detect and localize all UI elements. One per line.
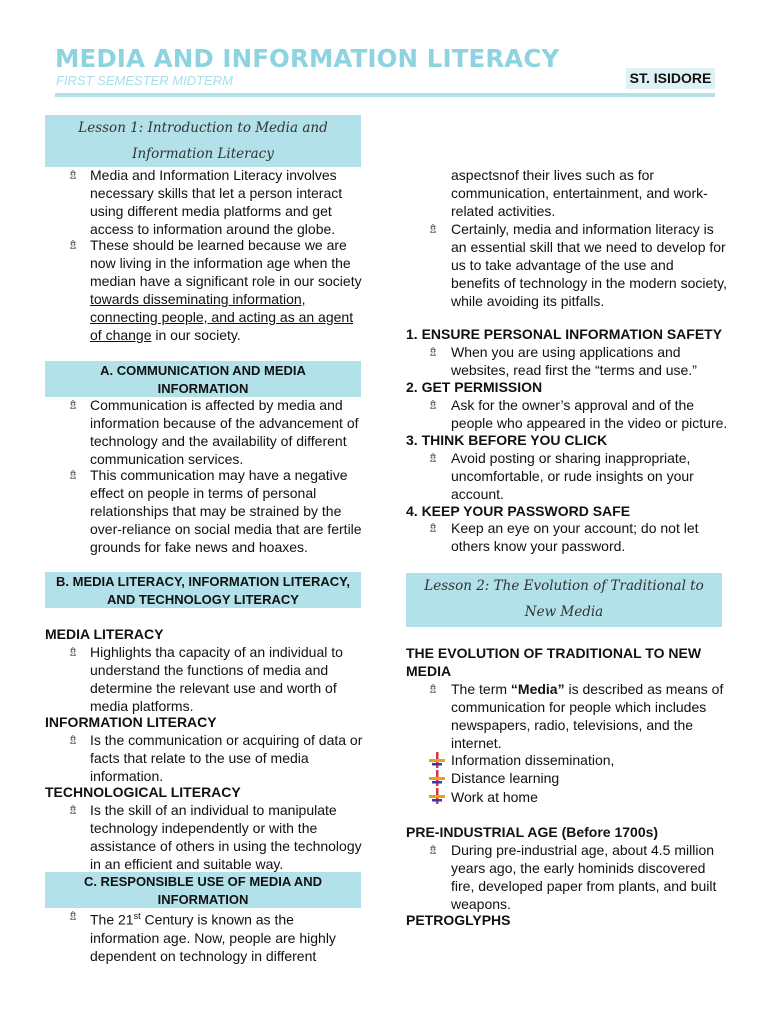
text-line: people who appeared in the video or picture. — [451, 415, 728, 431]
text-line: connecting people, and acting as an agent — [90, 309, 354, 325]
list-item — [451, 220, 736, 310]
text-line: The term “Media” is described as means of — [451, 681, 724, 697]
bullet-icon: ⇯ — [68, 238, 79, 252]
bullet-icon: ⇯ — [68, 909, 79, 923]
text-line: now living in the information age when the — [90, 255, 351, 271]
text-line: us to take advantage of the use and — [451, 257, 674, 273]
bullet-icon: ⇯ — [68, 645, 79, 659]
text-line: Media and Information Literacy involves — [90, 167, 337, 183]
list-item — [451, 396, 736, 432]
list-item — [90, 166, 365, 238]
heading-line: A. COMMUNICATION AND MEDIA — [100, 363, 306, 378]
text-line: benefits of technology in the modern society, — [451, 275, 728, 291]
text-line: Communication is affected by media and — [90, 397, 343, 413]
rule-2-heading: 2. GET PERMISSION — [406, 379, 543, 395]
lesson-1-heading — [45, 115, 361, 167]
school-label: ST. ISIDORE — [626, 68, 715, 89]
lesson-1-heading-line: Lesson 1: Introduction to Media and — [78, 120, 328, 136]
rule-3-heading: 3. THINK BEFORE YOU CLICK — [406, 432, 608, 448]
list-item — [451, 343, 736, 379]
text-line: understand the functions of media and — [90, 662, 329, 678]
petroglyphs-heading: PETROGLYPHS — [406, 912, 511, 928]
text-line: Is the skill of an individual to manipulate — [90, 802, 337, 818]
text-line: This communication may have a negative — [90, 467, 348, 483]
text-line: assistance of others in using the technology — [90, 838, 362, 854]
text-line: weapons. — [451, 896, 511, 912]
text-line: Ask for the owner’s approval and of the — [451, 397, 695, 413]
section-a-heading — [45, 361, 361, 397]
header-rule — [55, 93, 715, 97]
bullet-icon: ⇯ — [428, 843, 439, 857]
text-line: years ago, the early hominids discovered — [451, 860, 706, 876]
list-item: Information dissemination, — [451, 752, 615, 768]
text-line: uncomfortable, or rude insights on your — [451, 468, 694, 484]
heading-line: MEDIA — [406, 663, 452, 679]
text-line: technology independently or with the — [90, 820, 318, 836]
underlined-phrase: of change — [90, 327, 152, 343]
list-item — [90, 801, 365, 873]
list-item — [90, 236, 365, 344]
lesson-2-heading — [406, 573, 722, 627]
text-line: relationships that may be strained by the — [90, 503, 342, 519]
rule-4-heading: 4. KEEP YOUR PASSWORD SAFE — [406, 503, 631, 519]
text-line: Keep an eye on your account; do not let — [451, 520, 699, 536]
continued-text — [451, 166, 731, 220]
text-line: Is the communication or acquiring of data or — [90, 732, 363, 748]
bullet-icon: ⇯ — [68, 803, 79, 817]
evolution-heading — [406, 644, 701, 680]
list-item — [451, 841, 736, 913]
list-item — [90, 907, 365, 965]
bullet-icon: ⇯ — [68, 468, 79, 482]
pre-industrial-heading: PRE-INDUSTRIAL AGE (Before 1700s) — [406, 824, 659, 840]
bullet-icon: ⇯ — [428, 398, 439, 412]
text-line: while avoiding its pitfalls. — [451, 293, 605, 309]
bullet-icon: ⇯ — [68, 168, 79, 182]
text-line: access to information around the globe. — [90, 221, 336, 237]
text-line: using different media platforms and get — [90, 203, 332, 219]
bullet-icon: ⇯ — [428, 451, 439, 465]
list-item: Work at home — [451, 789, 538, 805]
text-line: dependent on technology in different — [90, 947, 317, 964]
text-line: information age. Now, people are highly — [90, 929, 336, 946]
bullet-icon: ⇯ — [428, 222, 439, 236]
cross-bullet-icon — [429, 788, 445, 804]
heading-line: B. MEDIA LITERACY, INFORMATION LITERACY, — [56, 574, 350, 589]
lesson-2-heading-line: Lesson 2: The Evolution of Traditional to — [424, 578, 704, 594]
text-line: These should be learned because we are — [90, 237, 347, 253]
text-line: effect on people in terms of personal — [90, 485, 317, 501]
document-title: MEDIA AND INFORMATION LITERACY — [55, 44, 560, 73]
technological-literacy-heading: TECHNOLOGICAL LITERACY — [45, 784, 241, 800]
information-literacy-heading: INFORMATION LITERACY — [45, 714, 217, 730]
list-item — [451, 680, 736, 752]
list-item — [90, 731, 365, 785]
text-line: an essential skill that we need to develop for — [451, 239, 726, 255]
media-literacy-heading: MEDIA LITERACY — [45, 626, 164, 642]
text-line: over-reliance on social media that are fertile — [90, 521, 362, 537]
text-line: communication for people which includes — [451, 699, 707, 715]
bullet-icon: ⇯ — [428, 682, 439, 696]
text-line: aspectsnof their lives such as for — [451, 167, 655, 183]
text-line: The 21st Century is known as the — [90, 911, 294, 928]
section-b-heading — [45, 572, 361, 608]
document-subtitle: FIRST SEMESTER MIDTERM — [56, 73, 233, 88]
heading-line: INFORMATION — [157, 380, 249, 396]
text-line: of change in our society. — [90, 327, 241, 343]
lesson-1-heading-line: Information Literacy — [132, 146, 274, 162]
bullet-icon: ⇯ — [428, 521, 439, 535]
bullet-icon: ⇯ — [68, 398, 79, 412]
section-c-heading — [45, 872, 361, 908]
heading-line: THE EVOLUTION OF TRADITIONAL TO NEW — [406, 645, 702, 661]
heading-line: C. RESPONSIBLE USE OF MEDIA AND — [83, 874, 323, 889]
list-item: Distance learning — [451, 770, 560, 786]
rule-1-heading: 1. ENSURE PERSONAL INFORMATION SAFETY — [406, 326, 723, 342]
bullet-icon: ⇯ — [68, 733, 79, 747]
text-line: communication services. — [90, 451, 244, 467]
text-line: Highlights tha capacity of an individual to — [90, 644, 343, 660]
list-item — [90, 466, 365, 556]
text-line: During pre-industrial age, about 4.5 million — [451, 842, 715, 858]
text-line: account. — [451, 486, 504, 502]
text-line: median have a significant role in our society — [90, 273, 362, 289]
text-line: Certainly, media and information literacy is — [451, 221, 714, 237]
text-line: others know your password. — [451, 538, 626, 554]
text-line: internet. — [451, 735, 502, 751]
text-line: determine the relevant use and worth of — [90, 680, 337, 696]
heading-line: INFORMATION — [157, 891, 249, 907]
text-line: related activities. — [451, 203, 556, 219]
list-item — [90, 643, 365, 715]
heading-line: AND TECHNOLOGY LITERACY — [107, 591, 299, 607]
text-line: necessary skills that let a person interact — [90, 185, 343, 201]
text-line: facts that relate to the use of media — [90, 750, 309, 766]
cross-bullet-icon — [429, 752, 445, 768]
list-item — [451, 449, 736, 503]
lesson-2-heading-line: New Media — [524, 604, 604, 620]
text-line: information. — [90, 768, 164, 784]
text-line: newspapers, radio, televisions, and the — [451, 717, 694, 733]
list-item — [90, 396, 365, 468]
text-line: media platforms. — [90, 698, 194, 714]
text-line: communication, entertainment, and work- — [451, 185, 708, 201]
text-line: grounds for fake news and hoaxes. — [90, 539, 308, 555]
cross-bullet-icon — [429, 770, 445, 786]
text-line: technology and the availability of different — [90, 433, 347, 449]
text-line: towards disseminating information, — [90, 291, 306, 307]
list-item — [451, 519, 736, 555]
bullet-icon: ⇯ — [428, 345, 439, 359]
text-line: in an efficient and suitable way. — [90, 856, 284, 872]
text-line: websites, read first the “terms and use.” — [451, 362, 697, 378]
text-line: When you are using applications and — [451, 344, 681, 360]
text-line: Avoid posting or sharing inappropriate, — [451, 450, 691, 466]
text-line: fire, developed paper from plants, and built — [451, 878, 717, 894]
text-line: information because of the advancement of — [90, 415, 359, 431]
